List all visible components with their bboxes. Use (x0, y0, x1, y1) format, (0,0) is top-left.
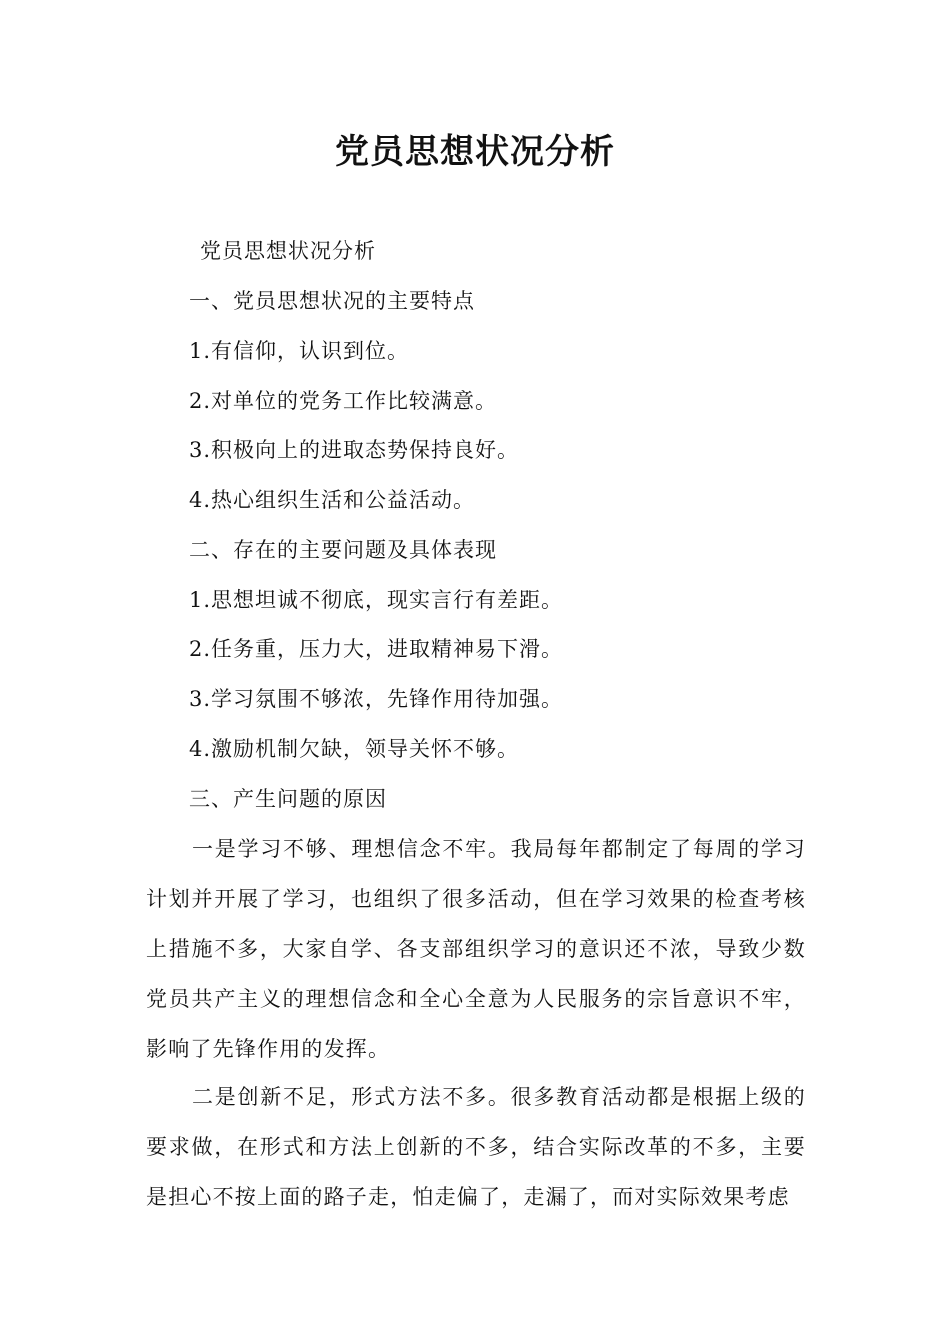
section-heading-2: 二、存在的主要问题及具体表现 (189, 538, 497, 562)
list-item: 1.思想坦诚不彻底，现实言行有差距。 (189, 588, 564, 612)
list-item: 2.任务重，压力大，进取精神易下滑。 (189, 637, 564, 661)
section-heading-1: 一、党员思想状况的主要特点 (189, 289, 475, 313)
document-subtitle: 党员思想状况分析 (200, 239, 376, 263)
list-item: 2.对单位的党务工作比较满意。 (189, 389, 498, 413)
list-item: 4.热心组织生活和公益活动。 (189, 488, 476, 512)
list-item: 1.有信仰，认识到位。 (189, 339, 410, 363)
list-item: 3.学习氛围不够浓，先锋作用待加强。 (189, 687, 564, 711)
section-heading-3: 三、产生问题的原因 (189, 787, 387, 811)
document-title: 党员思想状况分析 (335, 132, 615, 172)
body-paragraph-1: 一是学习不够、理想信念不牢。我局每年都制定了每周的学习计划并开展了学习，也组织了很多活动，但在学习效果的检查考核上措施不多，大家自学、各支部组织学习的意识还不浓，导致少数党员共产主义的理想信念和全心全意为人民服务的宗旨意识不牢，影响了先锋作用的发挥。 (146, 837, 806, 1061)
body-paragraph-2: 二是创新不足，形式方法不多。很多教育活动都是根据上级的要求做，在形式和方法上创新的不多，结合实际改革的不多，主要是担心不按上面的路子走，怕走偏了，走漏了，而对实际效果考虑 (146, 1085, 806, 1209)
list-item: 3.积极向上的进取态势保持良好。 (189, 438, 520, 462)
list-item: 4.激励机制欠缺，领导关怀不够。 (189, 737, 520, 761)
